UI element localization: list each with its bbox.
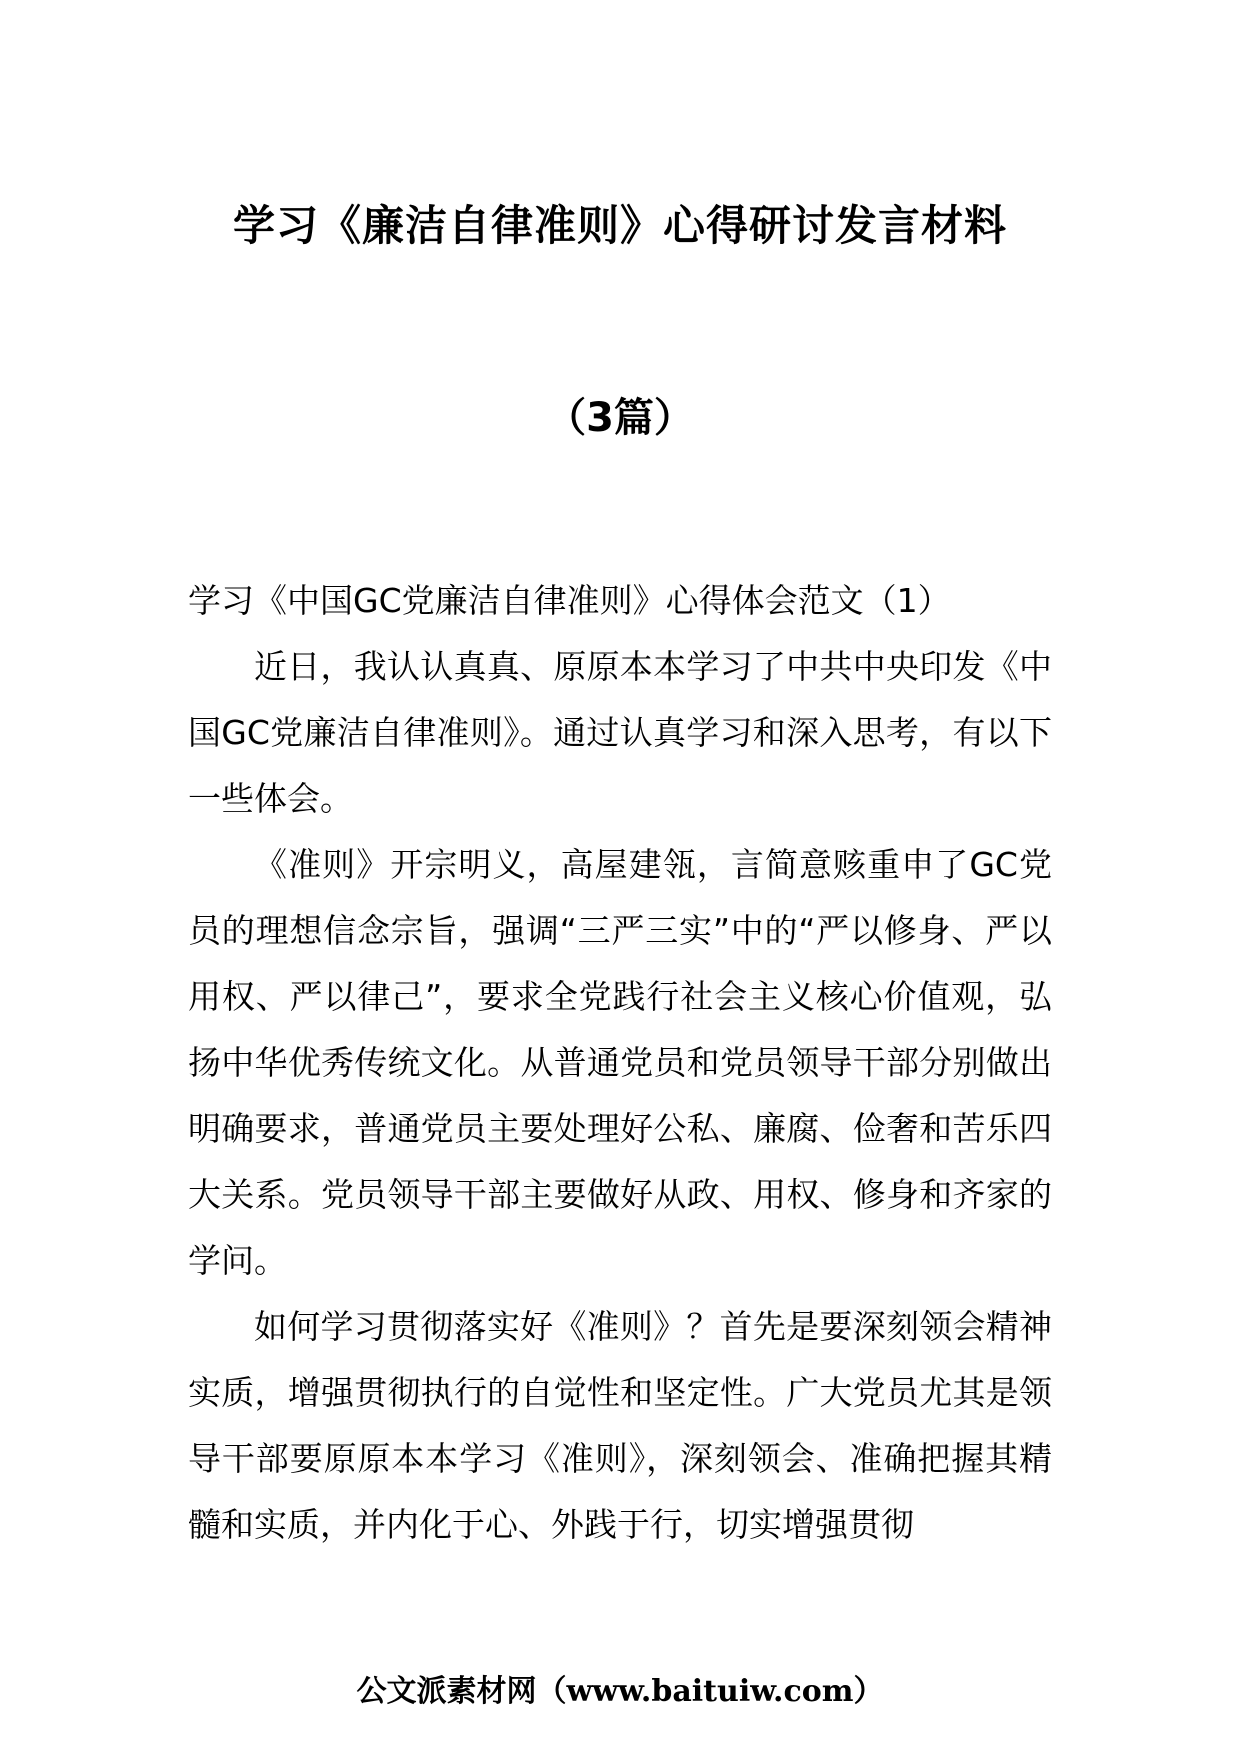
page-footer: 公文派素材网（www.baituiw.com） bbox=[356, 1674, 884, 1709]
paragraph-3: 如何学习贯彻落实好《准则》？首先是要深刻领会精神实质，增强贯彻执行的自觉性和坚定性。广大党员尤其是领导干部要原原本本学习《准则》，深刻领会、准确把握其精髓和实质，并内化于心、外践于行，切实增强贯彻 bbox=[188, 1307, 1052, 1544]
document-title: 学习《廉洁自律准则》心得研讨发言材料 bbox=[232, 201, 1007, 250]
section-heading: 学习《中国GC党廉洁自律准则》心得体会范文（1） bbox=[188, 581, 951, 620]
paragraph-2: 《准则》开宗明义，高屋建瓴，言简意赅重申了GC党员的理想信念宗旨，强调“三严三实”中的“严以修身、严以用权、严以律己”，要求全党践行社会主义核心价值观，弘扬中华优秀传统文化。从普通党员和党员领导干部分别做出明确要求，普通党员主要处理好公私、廉腐、俭奢和苦乐四大关系。党员领导干部主要做好从政、用权、修身和齐家的学问。 bbox=[188, 845, 1052, 1280]
paragraph-1: 近日，我认认真真、原原本本学习了中共中央印发《中国GC党廉洁自律准则》。通过认真学习和深入思考，有以下一些体会。 bbox=[188, 647, 1052, 818]
document-subtitle: （3篇） bbox=[546, 395, 694, 441]
document-body bbox=[188, 568, 1052, 1558]
